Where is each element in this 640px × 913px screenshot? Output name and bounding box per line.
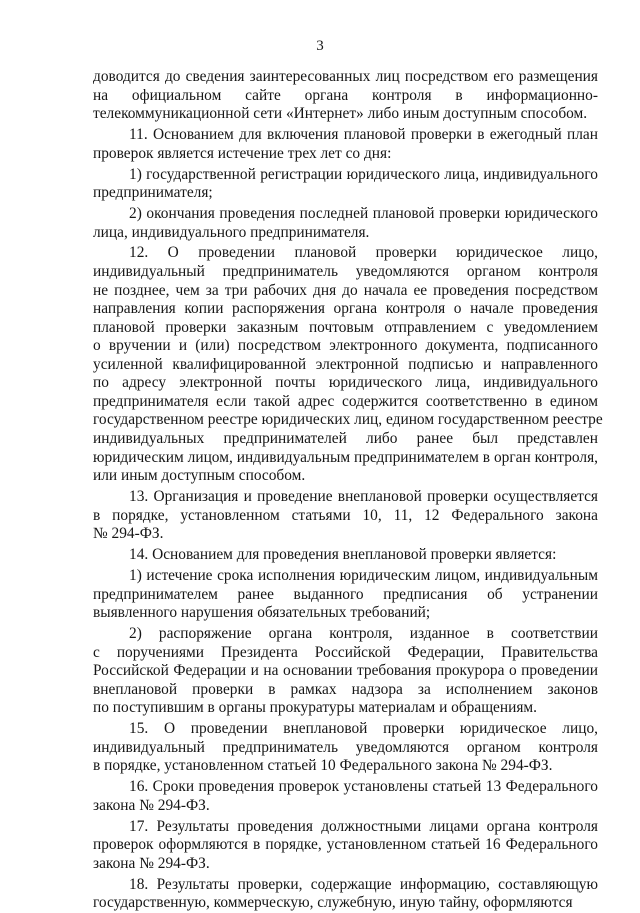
- text-line: или иным доступным способом.: [93, 467, 306, 485]
- text-line: не позднее, чем за три рабочих дня до начала ее проведения посредством: [93, 281, 598, 299]
- document-body: [93, 68, 603, 913]
- text-line: 1) государственной регистрации юридического лица, индивидуального: [129, 165, 598, 183]
- text-line: предпринимателя;: [93, 184, 213, 202]
- text-line: Российской Федерации и на основании требования прокурора о проведении: [93, 662, 598, 680]
- text-line: усиленной квалифицированной электронной подписью и направленного: [93, 355, 598, 373]
- text-line: в порядке, установленном статьей 10 Федерального закона № 294-ФЗ.: [93, 757, 553, 775]
- text-line: закона № 294-ФЗ.: [93, 854, 210, 872]
- paragraph-p11: [93, 126, 598, 163]
- text-line: государственную, коммерческую, служебную, иную тайну, оформляются: [93, 894, 573, 912]
- paragraph-p13: [93, 488, 598, 544]
- text-line: № 294-ФЗ.: [93, 525, 164, 543]
- text-line: по поступившим в органы прокуратуры материалам и обращениям.: [93, 699, 538, 717]
- text-line: о вручении и (или) посредством электронного документа, подписанного: [93, 337, 598, 355]
- text-line: 12. О проведении плановой проверки юридическое лицо,: [129, 244, 598, 262]
- text-line: 14. Основанием для проведения внеплановой проверки является:: [129, 546, 557, 564]
- paragraph-p11-1: [93, 166, 598, 203]
- text-line: доводится до сведения заинтересованных лиц посредством его размещения: [93, 68, 598, 85]
- page-number: 3: [316, 38, 324, 54]
- text-line: направления копии распоряжения органа контроля о начале проведения: [93, 300, 598, 318]
- text-line: внеплановой проверки в рамках надзора за исполнением законов: [93, 680, 598, 698]
- paragraph-p11-2: [93, 205, 598, 242]
- paragraph-p14-2: [93, 625, 598, 718]
- text-line: юридическим лицом, индивидуальным предпринимателем в орган контроля,: [93, 448, 598, 466]
- text-line: 13. Организация и проведение внеплановой проверки осуществляется: [129, 487, 598, 505]
- text-line: проверок оформляются в порядке, установленном статьей 16 Федерального: [93, 836, 598, 854]
- paragraph-p18: [93, 876, 598, 913]
- text-line: государственном реестре юридических лиц, едином государственном реестре: [93, 411, 603, 429]
- text-line: индивидуальный предприниматель уведомляются органом контроля: [93, 738, 598, 756]
- text-line: 2) распоряжение органа контроля, изданное в соответствии: [129, 624, 598, 642]
- text-line: плановой проверки заказным почтовым отправлением с уведомлением: [93, 318, 598, 336]
- paragraph-p14: [93, 546, 598, 565]
- text-line: выявленного нарушения обязательных требований;: [93, 604, 431, 622]
- text-line: 11. Основанием для включения плановой проверки в ежегодный план: [129, 126, 598, 144]
- text-line: на официальном сайте органа контроля в информационно-: [93, 86, 598, 104]
- text-line: закона № 294-ФЗ.: [93, 796, 210, 814]
- text-line: 18. Результаты проверки, содержащие информацию, составляющую: [129, 875, 598, 893]
- paragraph-p15: [93, 720, 598, 776]
- text-line: предпринимателем ранее выданного предписания об устранении: [93, 585, 598, 603]
- text-line: телекоммуникационной сети «Интернет» либо иным доступным способом.: [93, 105, 588, 123]
- text-line: 2) окончания проведения последней плановой проверки юридического: [129, 205, 598, 222]
- paragraph-p10-cont: [93, 68, 598, 124]
- text-line: 17. Результаты проведения должностными лицами органа контроля: [129, 817, 598, 835]
- text-line: в порядке, установленном статьями 10, 11, 12 Федерального закона: [93, 506, 598, 524]
- paragraph-p12: [93, 244, 603, 485]
- text-line: проверок является истечение трех лет со дня:: [93, 144, 392, 162]
- paragraph-p17: [93, 818, 598, 874]
- text-line: индивидуальный предприниматель уведомляются органом контроля: [93, 263, 598, 281]
- paragraph-p16: [93, 778, 598, 815]
- text-line: по адресу электронной почты юридического лица, индивидуального: [93, 374, 598, 392]
- text-line: индивидуальных предпринимателей либо ранее был представлен: [93, 429, 598, 447]
- text-line: с поручениями Президента Российской Федерации, Правительства: [93, 643, 598, 661]
- text-line: 1) истечение срока исполнения юридическим лицом, индивидуальным: [129, 566, 598, 584]
- paragraph-p14-1: [93, 567, 598, 623]
- text-line: 16. Сроки проведения проверок установлены статьей 13 Федерального: [129, 778, 598, 796]
- text-line: предпринимателя если такой адрес содержится соответственно в едином: [93, 392, 598, 410]
- text-line: лица, индивидуального предпринимателя.: [93, 223, 370, 241]
- text-line: 15. О проведении внеплановой проверки юридическое лицо,: [129, 720, 598, 738]
